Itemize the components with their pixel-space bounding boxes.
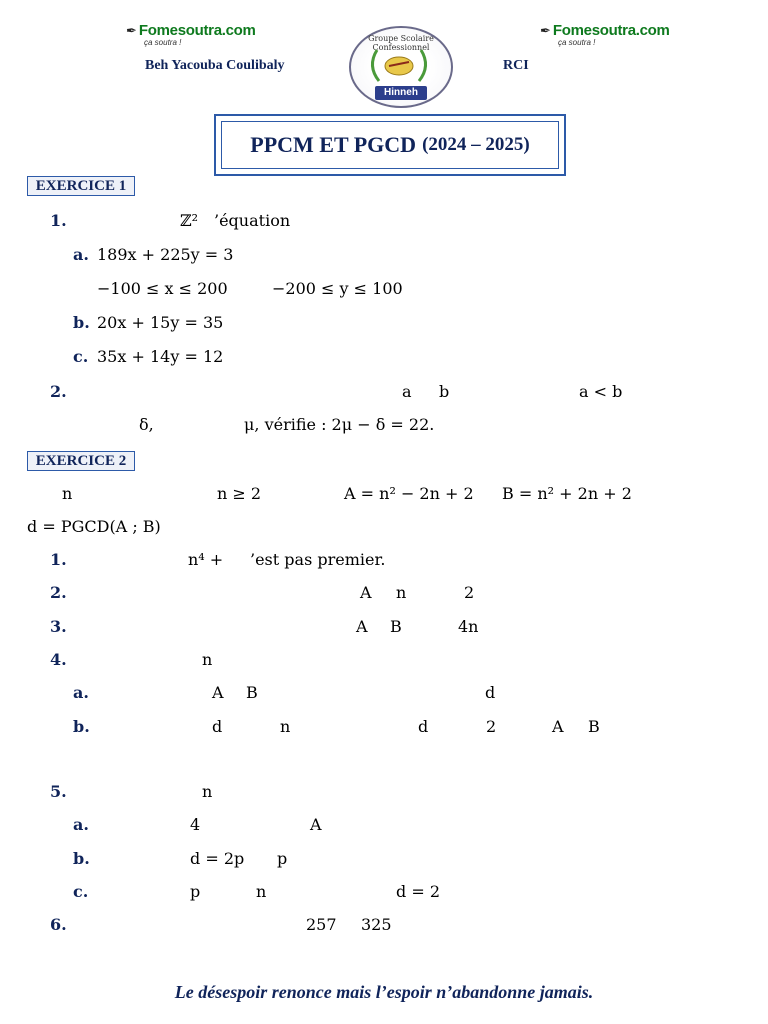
math-var: n [202,650,213,669]
math-var: A [552,717,564,736]
exercise-2-label: EXERCICE 2 [27,451,135,471]
math-var: n [396,583,407,602]
math-var: δ, [139,415,154,434]
item-number: 5. [50,782,67,801]
seal-text: Groupe Scolaire Confessionnel [368,34,434,52]
logo-brand: Fomesoutra [138,22,222,39]
math-var: p [190,882,201,901]
item-number: 3. [50,617,67,636]
country-label: RCI [503,58,529,73]
math-var: n [202,782,213,801]
logo-brand: Fomesoutra [552,22,636,39]
exercise-1-label: EXERCICE 1 [27,176,135,196]
math-expr: d = 2 [396,882,440,901]
logo-tld: .com [635,22,670,39]
footer-quote: Le désespoir renonce mais l’espoir n’abandonne jamais. [174,982,594,1002]
math-var: n [62,484,73,503]
math-var: B [390,617,402,636]
school-seal [349,26,453,108]
item-number: 6. [50,915,67,934]
author-name: Beh Yacouba Coulibaly [145,58,285,73]
inequality-y: −200 ≤ y ≤ 100 [272,279,403,298]
math-var: n [280,717,291,736]
fomesoutra-logo-right [540,22,670,47]
item-text: ’équation [214,211,291,230]
math-var: b [439,382,450,401]
math-var: 2 [486,717,497,736]
item-letter: c. [73,347,89,366]
logo-slogan: ça soutra ! [558,38,596,47]
item-number: 1. [50,550,67,569]
math-expr-b: B = n² + 2n + 2 [502,484,632,503]
math-var: d [418,717,429,736]
math-expr: d = 2p [190,849,245,868]
math-var: A [310,815,322,834]
math-var: A [360,583,372,602]
item-letter: a. [73,245,89,264]
item-letter: a. [73,815,89,834]
math-var: A [356,617,368,636]
page-title: PPCM ET PGCD [250,132,417,157]
title-inner [221,121,559,169]
math-var: A [212,683,224,702]
item-letter: b. [73,717,90,736]
math-var: B [588,717,600,736]
math-var: B [246,683,258,702]
math-var: 4 [190,815,201,834]
math-var: 2 [464,583,475,602]
math-var: d [212,717,223,736]
math-number: 325 [361,915,392,934]
item-text: μ, vérifie : 2μ − δ = 22. [244,415,435,434]
pen-icon: ✒ [126,23,137,38]
logo-slogan: ça soutra ! [144,38,182,47]
math-var: n [256,882,267,901]
math-var: p [277,849,288,868]
title-frame [214,114,566,176]
item-letter: b. [73,849,90,868]
definition-d: d = PGCD(A ; B) [27,517,161,536]
equation: 35x + 14y = 12 [97,347,224,366]
item-number: 4. [50,650,67,669]
math-var: a [402,382,412,401]
logo-tld: .com [221,22,256,39]
pen-icon: ✒ [540,23,551,38]
page-year: (2024 – 2025) [422,134,530,155]
fomesoutra-logo-left [126,22,256,47]
item-letter: c. [73,882,89,901]
item-letter: b. [73,313,90,332]
item-text: ’est pas premier. [250,550,386,569]
inequality-x: −100 ≤ x ≤ 200 [97,279,228,298]
math-expr: n⁴ + [188,550,224,569]
item-number: 2. [50,382,67,401]
seal-badge: Hinneh [375,86,427,100]
math-number: 257 [306,915,337,934]
math-expr: a < b [579,382,623,401]
math-expr: n ≥ 2 [217,484,262,503]
item-number: 2. [50,583,67,602]
equation: 20x + 15y = 35 [97,313,224,332]
math-expr-a: A = n² − 2n + 2 [344,484,474,503]
equation: 189x + 225y = 3 [97,245,234,264]
math-var: d [485,683,496,702]
math-var: 4n [458,617,479,636]
item-number: 1. [50,211,67,230]
item-letter: a. [73,683,89,702]
math-expr: ℤ² [180,211,199,230]
